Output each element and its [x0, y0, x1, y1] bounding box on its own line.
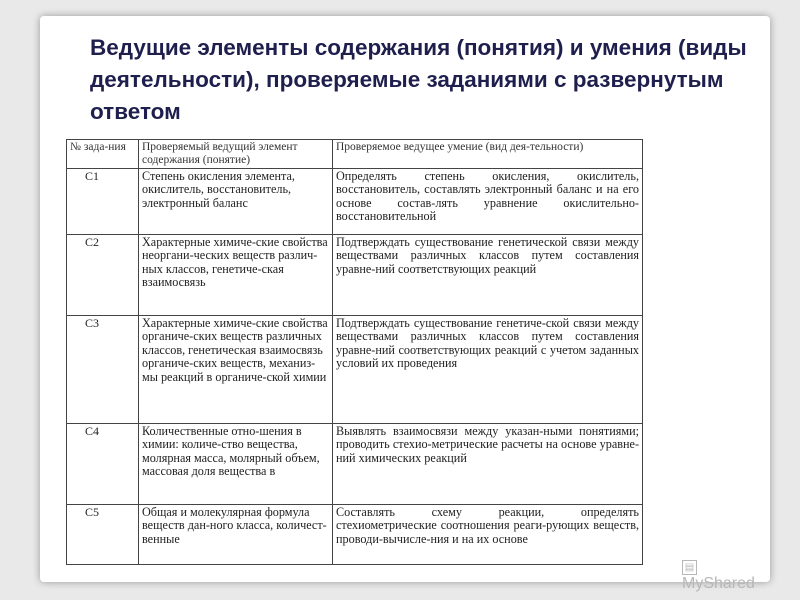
table-header-row	[67, 140, 643, 169]
skill-description: Составлять схему реакции, определять стехиометрические соотношения реаги-рующих веществ, проводи-вычисле-ния и на их основе	[333, 505, 643, 565]
skill-description: Выявлять взаимосвязи между указан-ными понятиями; проводить стехио-метрические расчеты на основе уравне-ний химических реакций	[333, 424, 643, 505]
header-skill: Проверяемое ведущее умение (вид дея-тельности)	[333, 140, 643, 169]
slide-icon: ▤	[682, 560, 697, 575]
content-element: Общая и молекулярная формула веществ дан-ного класса, количест-венные	[139, 505, 333, 565]
skills-table	[66, 139, 643, 565]
slide-title: Ведущие элементы содержания (понятия) и умения (виды деятельности), проверяемые заданиями с развернутым ответом	[90, 35, 747, 124]
skill-description: Подтверждать существование генетиче-ской связи между веществами различных классов путем составления уравне-ний соответствующих реакций с учетом заданных условий их проведения	[333, 316, 643, 424]
slide	[40, 16, 770, 592]
skill-description: Подтверждать существование генетической связи между веществами различных классов путем составления уравне-ний соответствующих реакций	[333, 235, 643, 316]
content-element: Характерные химиче-ские свойства органиче-ских веществ различных классов, генетическая взаимосвязь органиче-ских веществ, механиз-мы реакций в органиче-ской химии	[139, 316, 333, 424]
task-number: С5	[67, 505, 139, 565]
content-element: Степень окисления элемента, окислитель, восстановитель, электронный баланс	[139, 169, 333, 235]
table-container	[66, 139, 642, 581]
watermark-brand: MyShared	[682, 575, 755, 592]
table-row	[67, 235, 643, 316]
table-row	[67, 316, 643, 424]
task-number: С2	[67, 235, 139, 316]
header-content-element: Проверяемый ведущий элемент содержания (понятие)	[139, 140, 333, 169]
watermark-logo	[682, 555, 770, 593]
skill-description: Определять степень окисления, окислитель, восстановитель, составлять электронный баланс и на его основе состав-лять уравнение окислительно-восстановительной	[333, 169, 643, 235]
table-row	[67, 169, 643, 235]
task-number: С4	[67, 424, 139, 505]
content-element: Количественные отно-шения в химии: количе-ство вещества, молярная масса, молярный объем, массовая доля вещества в	[139, 424, 333, 505]
task-number: С1	[67, 169, 139, 235]
header-task-number: № зада-ния	[67, 140, 139, 169]
task-number: С3	[67, 316, 139, 424]
content-element: Характерные химиче-ские свойства неоргани-ческих веществ различ-ных классов, генетиче-ская взаимосвязь	[139, 235, 333, 316]
table-row	[67, 505, 643, 565]
table-row	[67, 424, 643, 505]
